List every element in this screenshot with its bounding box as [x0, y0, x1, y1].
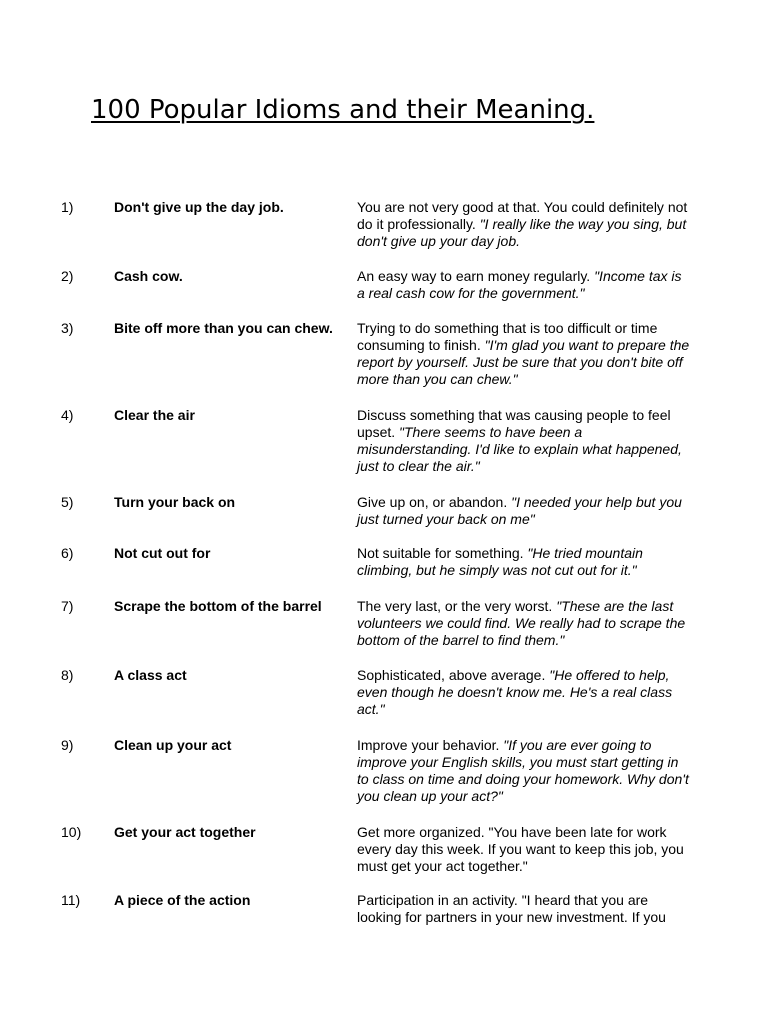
- meaning-text: Not suitable for something.: [357, 545, 524, 561]
- meaning-text: The very last, or the very worst.: [357, 598, 553, 614]
- example-text: "Income tax is a real cash cow for the government.": [357, 268, 682, 301]
- idiom-meaning: [357, 545, 693, 579]
- meaning-text: An easy way to earn money regularly.: [357, 268, 591, 284]
- example-text: "There seems to have been a misunderstanding. I'd like to explain what happened, just to clear the air.": [357, 424, 682, 474]
- idiom-meaning: [357, 667, 693, 718]
- idiom-meaning: [357, 199, 693, 250]
- meaning-text: Sophisticated, above average.: [357, 667, 546, 683]
- idiom-meaning: [357, 737, 693, 805]
- idiom-phrase: Not cut out for: [114, 545, 211, 561]
- idiom-meaning: [357, 268, 693, 302]
- idiom-meaning: [357, 407, 693, 475]
- meaning-text: Get more organized. "You have been late for work every day this week. If you want to keep this job, you must get your act together.": [357, 824, 684, 874]
- entry-number: 8): [61, 667, 74, 683]
- entry-number: 5): [61, 494, 74, 510]
- entry-number: 4): [61, 407, 74, 423]
- idiom-meaning: [357, 892, 693, 926]
- example-text: "I'm glad you want to prepare the report by yourself. Just be sure that you don't bite off more than you can chew.": [357, 337, 690, 387]
- idiom-meaning: [357, 598, 693, 649]
- example-text: "If you are ever going to improve your English skills, you must start getting in to class on time and doing your homework. Why don't you clean up your act?": [357, 737, 689, 804]
- entry-number: 1): [61, 199, 74, 215]
- meaning-text: Improve your behavior.: [357, 737, 500, 753]
- idiom-phrase: Turn your back on: [114, 494, 236, 510]
- idiom-phrase: Clear the air: [114, 407, 195, 423]
- page-title: 100 Popular Idioms and their Meaning.: [91, 95, 595, 125]
- idiom-phrase: A piece of the action: [114, 892, 251, 908]
- idiom-phrase: Don't give up the day job.: [114, 199, 284, 215]
- meaning-text: Discuss something that was causing people to feel upset.: [357, 407, 671, 440]
- entry-number: 3): [61, 320, 74, 336]
- idiom-phrase: Cash cow.: [114, 268, 183, 284]
- meaning-text: Give up on, or abandon.: [357, 494, 508, 510]
- entry-number: 6): [61, 545, 74, 561]
- example-text: "These are the last volunteers we could find. We really had to scrape the bottom of the barrel to find them.": [357, 598, 686, 648]
- meaning-text: Trying to do something that is too difficult or time consuming to finish.: [357, 320, 658, 353]
- idiom-meaning: [357, 320, 693, 388]
- idiom-phrase: Clean up your act: [114, 737, 232, 753]
- entry-number: 2): [61, 268, 74, 284]
- idiom-meaning: [357, 824, 693, 875]
- idiom-meaning: [357, 494, 693, 528]
- example-text: "I needed your help but you just turned your back on me": [357, 494, 682, 527]
- idiom-phrase: Bite off more than you can chew.: [114, 320, 333, 336]
- idiom-phrase: Scrape the bottom of the barrel: [114, 598, 322, 614]
- entry-number: 11): [61, 892, 81, 908]
- example-text: "He tried mountain climbing, but he simply was not cut out for it.": [357, 545, 643, 578]
- idiom-phrase: A class act: [114, 667, 187, 683]
- entry-number: 7): [61, 598, 74, 614]
- idiom-phrase: Get your act together: [114, 824, 256, 840]
- meaning-text: Participation in an activity. "I heard that you are looking for partners in your new investment. If you: [357, 892, 666, 925]
- meaning-text: You are not very good at that. You could definitely not do it professionally.: [357, 199, 688, 232]
- entry-number: 10): [61, 824, 82, 840]
- example-text: "He offered to help, even though he doesn't know me. He's a real class act.": [357, 667, 673, 717]
- example-text: "I really like the way you sing, but don't give up your day job.: [357, 216, 687, 249]
- entry-number: 9): [61, 737, 74, 753]
